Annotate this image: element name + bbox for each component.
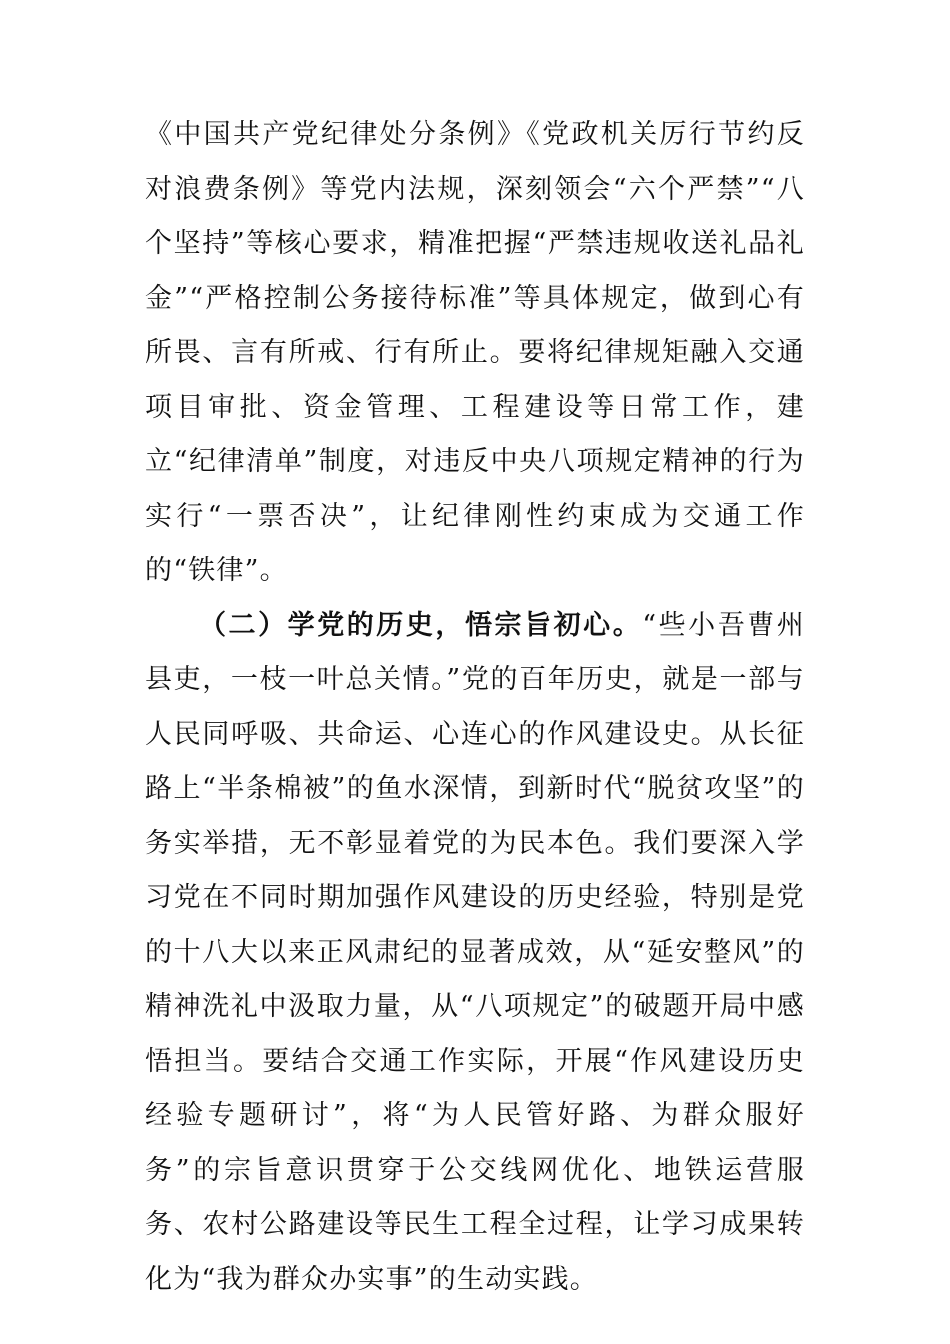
body-text — [145, 108, 805, 1307]
section-heading-2: （二）学党的历史，悟宗旨初心。 — [199, 609, 643, 641]
paragraph-party-history-body: “些小吾曹州县吏，一枝一叶总关情。”党的百年历史，就是一部与人民同呼吸、共命运、心连心的作风建设史。从长征路上“半条棉被”的鱼水深情，到新时代“脱贫攻坚”的务实举措，无不彰显着党的为民本色。我们要深入学习党在不同时期加强作风建设的历史经验，特别是党的十八大以来正风肃纪的显著成效，从“延安整风”的精神洗礼中汲取力量，从“八项规定”的破题开局中感悟担当。要结合交通工作实际，开展“作风建设历史经验专题研讨”，将“为人民管好路、为群众服好务”的宗旨意识贯穿于公交线网优化、地铁运营服务、农村公路建设等民生工程全过程，让学习成果转化为“我为群众办实事”的生动实践。 — [145, 609, 805, 1295]
paragraph-party-history — [145, 599, 805, 1308]
paragraph-regulations: 《中国共产党纪律处分条例》《党政机关厉行节约反对浪费条例》等党内法规，深刻领会“六个严禁”“八个坚持”等核心要求，精准把握“严禁违规收送礼品礼金”“严格控制公务接待标准”等具体规定，做到心有所畏、言有所戒、行有所止。要将纪律规矩融入交通项目审批、资金管理、工程建设等日常工作，建立“纪律清单”制度，对违反中央八项规定精神的行为实行“一票否决”，让纪律刚性约束成为交通工作的“铁律”。 — [145, 119, 805, 586]
